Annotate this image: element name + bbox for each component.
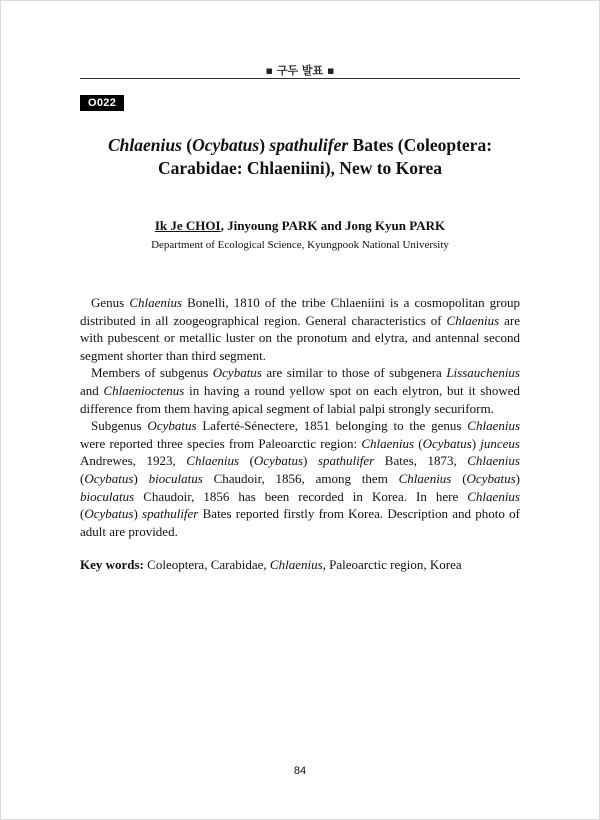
author-list xyxy=(80,218,520,234)
header-rule xyxy=(80,78,520,79)
abstract-paragraph-1: Genus Chlaenius Bonelli, 1810 of the tribe Chlaeniini is a cosmopolitan group distributed in all zoogeographical region. General characteristics of Chlaenius are with pubescent or metallic luster on the pronotum and elytra, and antennal second segment shorter than third segment. xyxy=(80,295,520,363)
abstract-body xyxy=(80,294,520,540)
abstract-id-badge: O022 xyxy=(80,95,124,111)
presenting-author: Ik Je CHOI xyxy=(154,218,221,233)
page-number: 84 xyxy=(293,765,307,777)
paper-title: Chlaenius (Ocybatus) spathulifer Bates (Coleoptera: Carabidae: Chlaeniini), New to Korea xyxy=(107,135,493,178)
co-authors: , Jinyoung PARK and Jong Kyun PARK xyxy=(220,218,446,233)
keywords-label: Key words: xyxy=(80,557,144,572)
abstract-paragraph-2: Members of subgenus Ocybatus are similar to those of subgenera Lissauchenius and Chlaenioctenus in having a round yellow spot on each elytron, but it showed difference from them having apical segment of labial palpi strongly securiform. xyxy=(80,365,520,416)
section-header: ▪ 구두 발표 ▪ xyxy=(265,64,335,77)
title-subgenus: Ocybatus xyxy=(192,135,260,155)
abstract-paragraph-3: Subgenus Ocybatus Laferté-Sénectere, 1851 belonging to the genus Chlaenius were reported three species from Paleoarctic region: Chlaenius (Ocybatus) junceus Andrewes, 1923, Chlaenius (Ocybatus) spathulifer Bates, 1873, Chlaenius (Ocybatus) bioculatus Chaudoir, 1856, among them Chlaenius (Ocybatus) bioculatus Chaudoir, 1856 has been recorded in Korea. In here Chlaenius (Ocybatus) spathulifer Bates reported firstly from Korea. Description and photo of adult are provided. xyxy=(80,418,521,539)
affiliation: Department of Ecological Science, Kyungpook National University xyxy=(151,239,449,251)
title-genus: Chlaenius xyxy=(107,135,182,155)
title-species: spathulifer xyxy=(269,135,349,155)
keywords: Key words: Coleoptera, Carabidae, Chlaenius, Paleoarctic region, Korea xyxy=(80,557,462,572)
